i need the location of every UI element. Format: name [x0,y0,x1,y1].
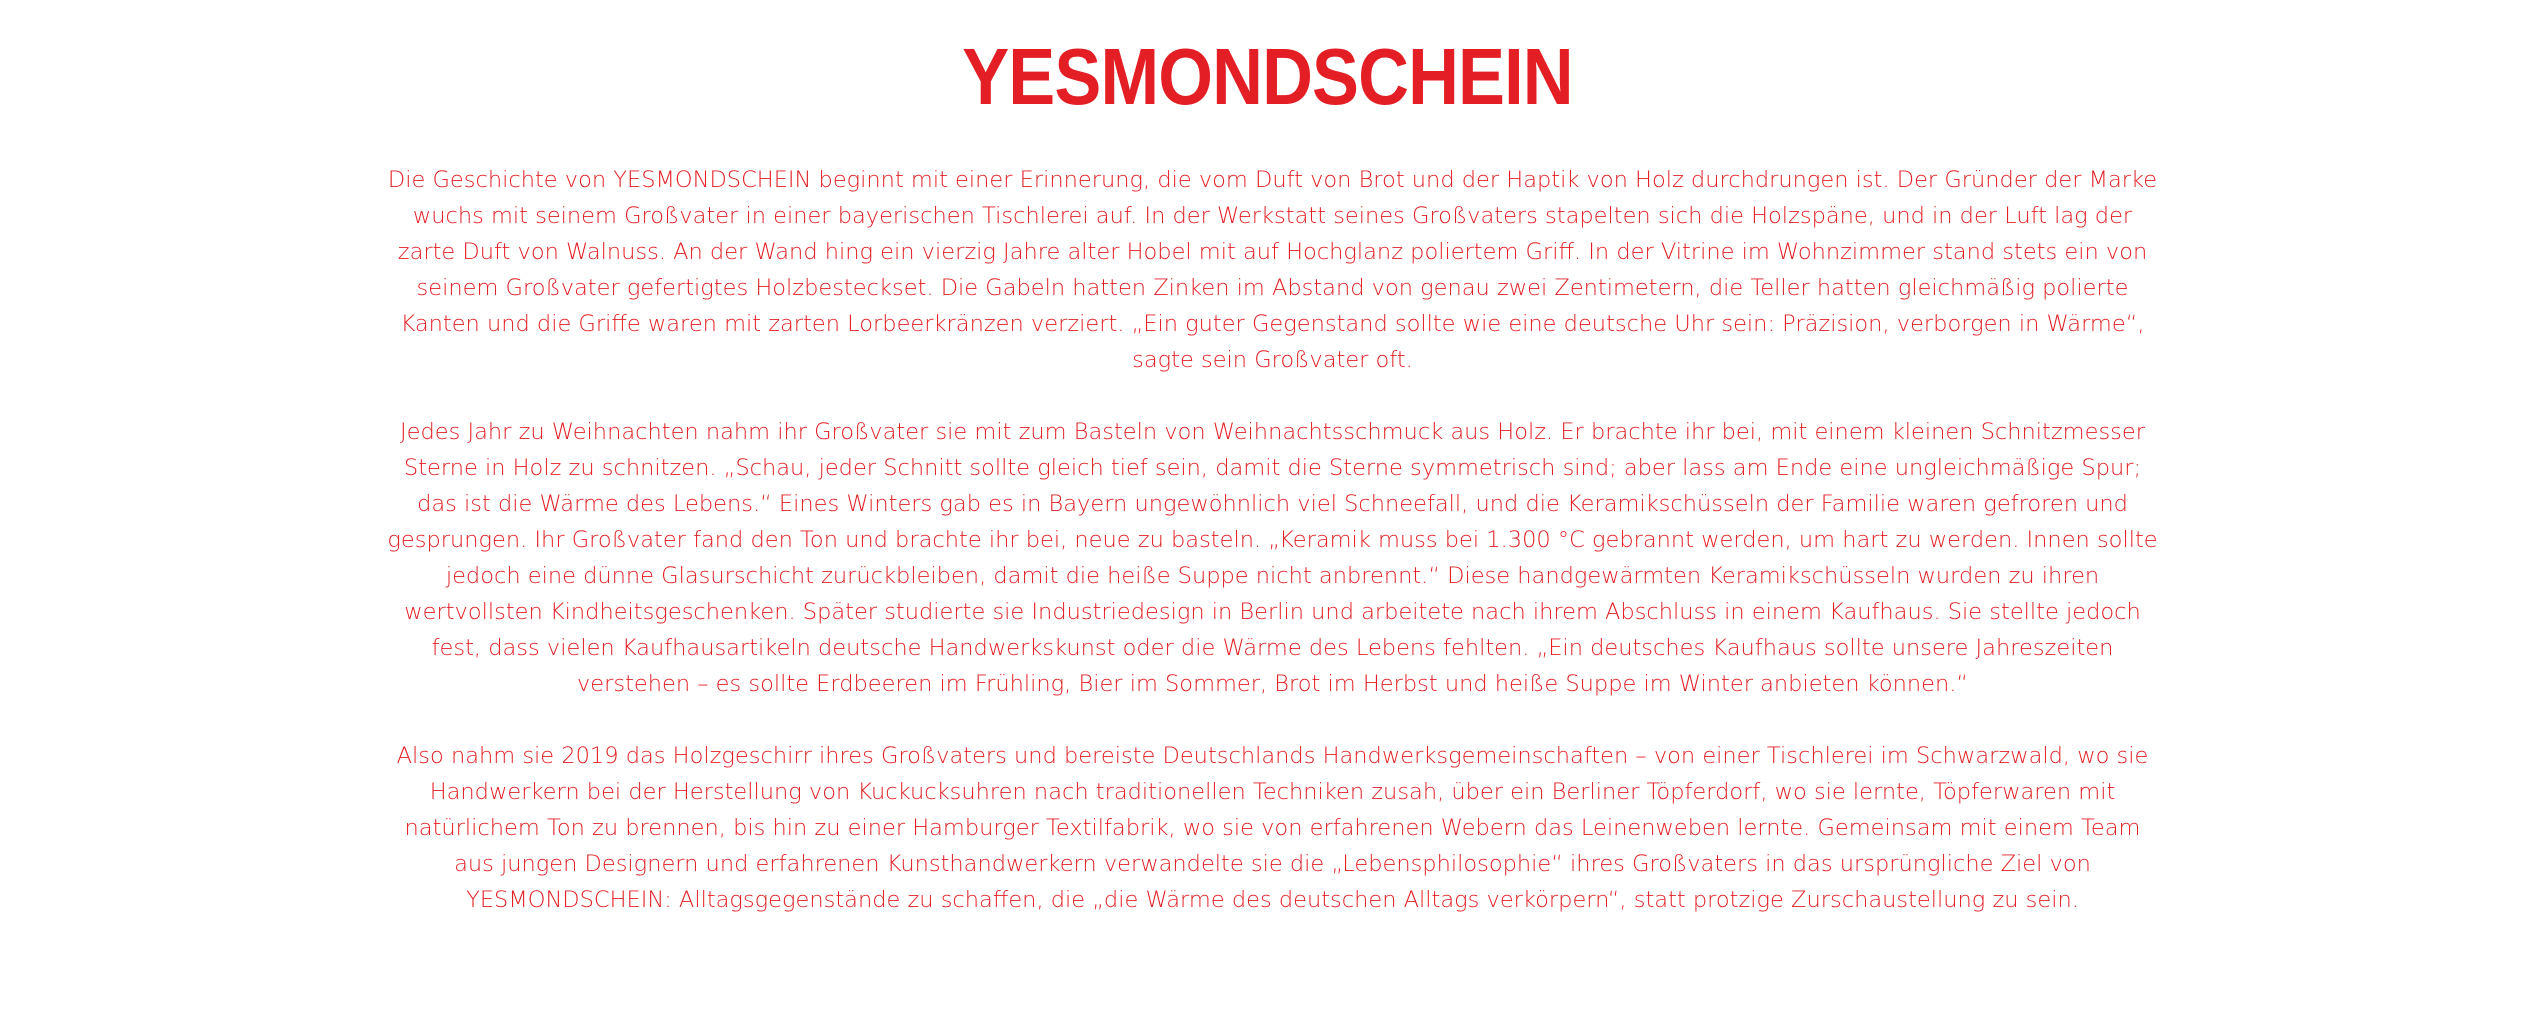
story-paragraph-2: Jedes Jahr zu Weihnachten nahm ihr Großvater sie mit zum Basteln von Weihnachtsschmuck aus Holz. Er brachte ihr bei, mit einem kleinen Schnitzmesser Sterne in Holz zu schnitzen. „Schau, jeder Schnitt sollte gleich tief sein, damit die Sterne symmetrisch sind; aber lass am Ende eine ungleichmäßige Spur; das ist die Wärme des Lebens.“ Eines Winters gab es in Bayern ungewöhnlich viel Schneefall, und die Keramikschüsseln der Familie waren gefroren und gesprungen. Ihr Großvater fand den Ton und brachte ihr bei, neue zu basteln. „Keramik muss bei 1.300 °C gebrannt werden, um hart zu werden. Innen sollte jedoch eine dünne Glasurschicht zurückbleiben, damit die heiße Suppe nicht anbrennt.“ Diese handgewärmten Keramikschüsseln wurden zu ihren wertvollsten Kindheitsgeschenken. Später studierte sie Industriedesign in Berlin und arbeitete nach ihrem Abschluss in einem Kaufhaus. Sie stellte jedoch fest, dass vielen Kaufhausartikeln deutsche Handwerkskunst oder die Wärme des Lebens fehlten. „Ein deutsches Kaufhaus sollte unsere Jahreszeiten verstehen – es sollte Erdbeeren im Frühling, Bier im Sommer, Brot im Herbst und heiße Suppe im Winter anbieten können.“ [387,419,2158,697]
brand-logo: YESMONDSCHEIN [962,32,1573,121]
story-paragraph-1: Die Geschichte von YESMONDSCHEIN beginnt mit einer Erinnerung, die vom Duft von Brot und der Haptik von Holz durchdrungen ist. Der Gründer der Marke wuchs mit seinem Großvater in einer bayerischen Tischlerei auf. In der Werkstatt seines Großvaters stapelten sich die Holzspäne, und in der Luft lag der zarte Duft von Walnuss. An der Wand hing ein vierzig Jahre alter Hobel mit auf Hochglanz poliertem Griff. In der Vitrine im Wohnzimmer stand stets ein von seinem Großvater gefertigtes Holzbesteckset. Die Gabeln hatten Zinken im Abstand von genau zwei Zentimetern, die Teller hatten gleichmäßig polierte Kanten und die Griffe waren mit zarten Lorbeerkränzen verziert. „Ein guter Gegenstand sollte wie eine deutsche Uhr sein: Präzision, verborgen in Wärme“, sagte sein Großvater oft. [387,167,2158,373]
story-paragraph-3: Also nahm sie 2019 das Holzgeschirr ihres Großvaters und bereiste Deutschlands Handwerksgemeinschaften – von einer Tischlerei im Schwarzwald, wo sie Handwerkern bei der Herstellung von Kuckucksuhren nach traditionellen Techniken zusah, über ein Berliner Töpferdorf, wo sie lernte, Töpferwaren mit natürlichem Ton zu brennen, bis hin zu einer Hamburger Textilfabrik, wo sie von erfahrenen Webern das Leinenweben lernte. Gemeinsam mit einem Team aus jungen Designern und erfahrenen Kunsthandwerkern verwandelte sie die „Lebensphilosophie“ ihres Großvaters in das ursprüngliche Ziel von YESMONDSCHEIN: Alltagsgegenstände zu schaffen, die „die Wärme des deutschen Alltags verkörpern“, statt protzige Zurschaustellung zu sein. [396,743,2149,913]
brand-story [385,162,2160,954]
